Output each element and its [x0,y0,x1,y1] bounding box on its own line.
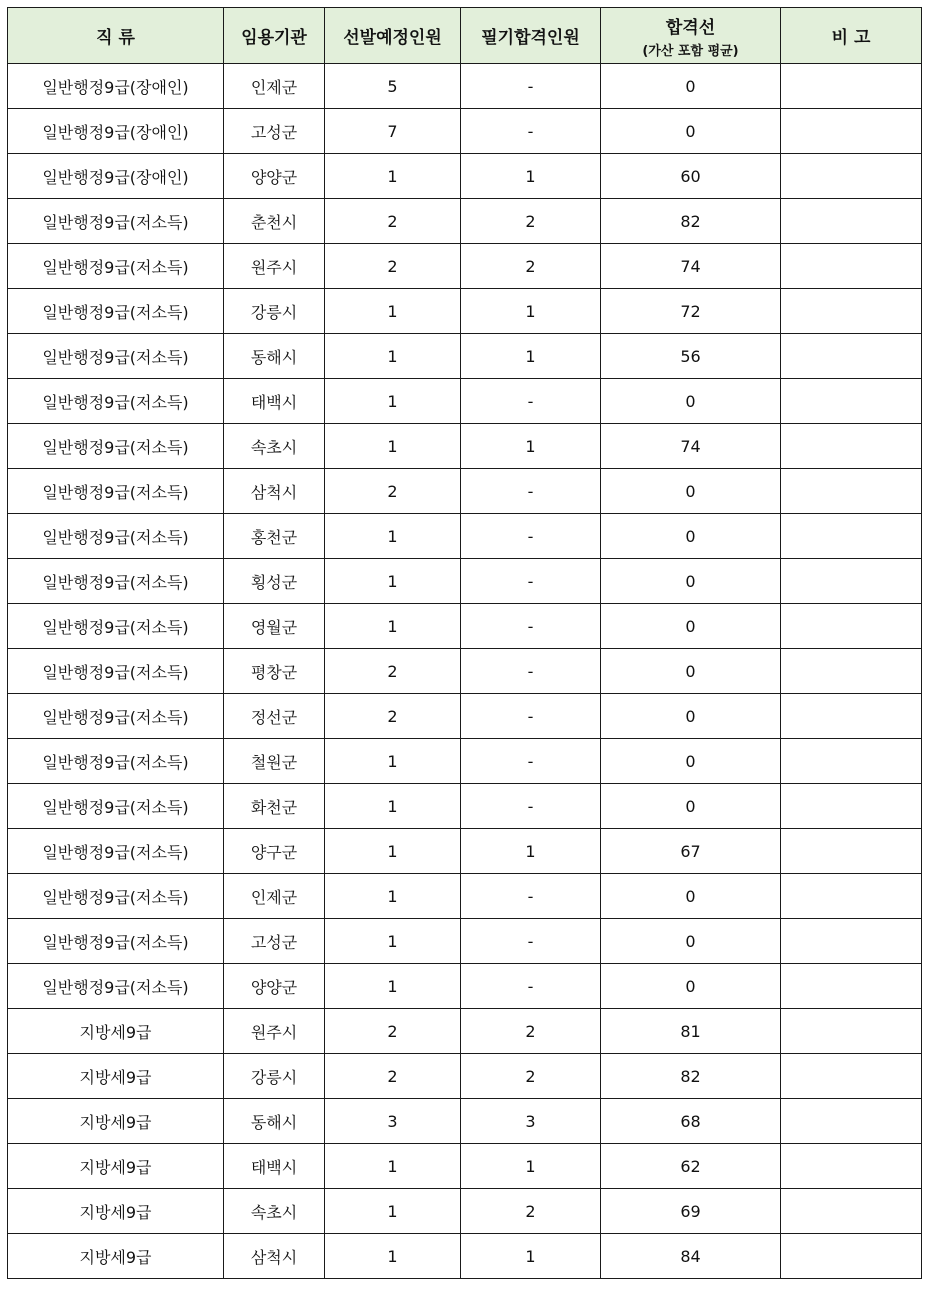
cell-cutoff: 60 [601,154,781,199]
cell-agency: 고성군 [224,109,325,154]
cell-agency: 양양군 [224,154,325,199]
cell-note [781,1234,922,1279]
cell-note [781,739,922,784]
table-row [8,919,922,964]
cell-job: 일반행정9급(저소득) [8,829,224,874]
cell-cutoff: 81 [601,1009,781,1054]
cell-note [781,379,922,424]
cell-note [781,64,922,109]
cell-cutoff: 82 [601,199,781,244]
table-row [8,64,922,109]
cell-job: 일반행정9급(저소득) [8,739,224,784]
cell-job: 지방세9급 [8,1189,224,1234]
header-row [8,8,922,64]
cell-note [781,1144,922,1189]
cell-passed: - [461,649,601,694]
cell-planned: 1 [325,559,461,604]
cell-planned: 1 [325,1144,461,1189]
cell-planned: 3 [325,1099,461,1144]
cell-cutoff: 0 [601,109,781,154]
cell-planned: 7 [325,109,461,154]
cell-note [781,109,922,154]
cell-passed: - [461,514,601,559]
table-row [8,379,922,424]
cell-planned: 2 [325,469,461,514]
cell-job: 일반행정9급(장애인) [8,154,224,199]
table-row [8,559,922,604]
cell-planned: 1 [325,514,461,559]
table-header [8,8,922,64]
cell-job: 일반행정9급(저소득) [8,514,224,559]
cell-agency: 태백시 [224,1144,325,1189]
table-row [8,109,922,154]
cell-note [781,829,922,874]
table-row [8,469,922,514]
cell-planned: 1 [325,154,461,199]
cell-note [781,1054,922,1099]
cell-passed: - [461,919,601,964]
cell-agency: 동해시 [224,1099,325,1144]
cell-note [781,649,922,694]
cell-cutoff: 0 [601,604,781,649]
cell-cutoff: 0 [601,919,781,964]
cell-job: 일반행정9급(저소득) [8,244,224,289]
cell-cutoff: 56 [601,334,781,379]
cell-passed: 1 [461,334,601,379]
cell-agency: 강릉시 [224,1054,325,1099]
cell-planned: 1 [325,289,461,334]
table-row [8,604,922,649]
header-agency: 임용기관 [224,8,325,64]
cell-cutoff: 0 [601,784,781,829]
table-row [8,1144,922,1189]
cell-cutoff: 72 [601,289,781,334]
cell-job: 지방세9급 [8,1144,224,1189]
table-row [8,289,922,334]
table-row [8,964,922,1009]
cell-agency: 평창군 [224,649,325,694]
cell-planned: 5 [325,64,461,109]
table-row [8,784,922,829]
cell-job: 일반행정9급(저소득) [8,469,224,514]
cell-passed: 1 [461,1234,601,1279]
cell-agency: 춘천시 [224,199,325,244]
cell-job: 일반행정9급(저소득) [8,919,224,964]
cell-job: 일반행정9급(저소득) [8,424,224,469]
cell-planned: 1 [325,964,461,1009]
cell-note [781,874,922,919]
cell-passed: - [461,964,601,1009]
cell-note [781,424,922,469]
cell-note [781,1009,922,1054]
table-row [8,199,922,244]
cell-planned: 1 [325,739,461,784]
cell-planned: 1 [325,784,461,829]
cell-passed: - [461,109,601,154]
cell-cutoff: 67 [601,829,781,874]
table-row [8,1009,922,1054]
header-cutoff-sublabel: (가산 포함 평균) [642,43,739,59]
table-body [8,64,922,1279]
header-job: 직 류 [8,8,224,64]
cell-note [781,694,922,739]
cell-passed: 2 [461,244,601,289]
table-row [8,424,922,469]
cell-cutoff: 0 [601,64,781,109]
cell-note [781,334,922,379]
cell-planned: 1 [325,1189,461,1234]
cell-job: 일반행정9급(장애인) [8,109,224,154]
cell-job: 일반행정9급(저소득) [8,559,224,604]
cell-note [781,199,922,244]
table-row [8,739,922,784]
cell-job: 일반행정9급(저소득) [8,784,224,829]
cell-job: 일반행정9급(저소득) [8,379,224,424]
cell-planned: 2 [325,649,461,694]
cell-passed: 1 [461,154,601,199]
cell-planned: 1 [325,424,461,469]
table-row [8,1234,922,1279]
cell-cutoff: 74 [601,244,781,289]
cell-agency: 영월군 [224,604,325,649]
header-note: 비 고 [781,8,922,64]
cell-agency: 속초시 [224,1189,325,1234]
cell-passed: - [461,739,601,784]
cell-job: 일반행정9급(저소득) [8,604,224,649]
header-cutoff [601,8,781,64]
table-row [8,694,922,739]
cell-passed: - [461,469,601,514]
table-row [8,1189,922,1234]
header-planned: 선발예정인원 [325,8,461,64]
cell-planned: 1 [325,334,461,379]
cell-note [781,1189,922,1234]
cell-passed: - [461,604,601,649]
cell-passed: - [461,694,601,739]
cell-note [781,964,922,1009]
cell-note [781,559,922,604]
cell-job: 일반행정9급(저소득) [8,649,224,694]
cell-agency: 양구군 [224,829,325,874]
cell-cutoff: 62 [601,1144,781,1189]
cell-job: 일반행정9급(저소득) [8,964,224,1009]
cell-agency: 횡성군 [224,559,325,604]
cell-planned: 1 [325,1234,461,1279]
cell-agency: 고성군 [224,919,325,964]
cell-job: 일반행정9급(저소득) [8,874,224,919]
cell-cutoff: 84 [601,1234,781,1279]
header-passed: 필기합격인원 [461,8,601,64]
cell-passed: - [461,874,601,919]
cell-cutoff: 0 [601,694,781,739]
cell-agency: 정선군 [224,694,325,739]
cell-agency: 원주시 [224,244,325,289]
cell-cutoff: 82 [601,1054,781,1099]
cell-passed: - [461,559,601,604]
cell-planned: 2 [325,244,461,289]
table-row [8,154,922,199]
cell-job: 지방세9급 [8,1234,224,1279]
cell-planned: 2 [325,1009,461,1054]
cell-agency: 삼척시 [224,1234,325,1279]
header-cutoff-label: 합격선 [665,17,716,38]
cell-note [781,919,922,964]
cell-agency: 강릉시 [224,289,325,334]
cell-passed: 2 [461,1189,601,1234]
cell-note [781,469,922,514]
cell-agency: 철원군 [224,739,325,784]
cell-passed: 1 [461,424,601,469]
cell-cutoff: 69 [601,1189,781,1234]
cell-passed: - [461,379,601,424]
cell-cutoff: 0 [601,559,781,604]
cell-note [781,1099,922,1144]
cell-cutoff: 0 [601,514,781,559]
table-row [8,649,922,694]
table-row [8,1054,922,1099]
cell-planned: 1 [325,604,461,649]
cell-note [781,244,922,289]
cell-planned: 1 [325,874,461,919]
cell-job: 지방세9급 [8,1054,224,1099]
cell-agency: 태백시 [224,379,325,424]
cell-cutoff: 0 [601,964,781,1009]
cell-planned: 1 [325,919,461,964]
cell-job: 일반행정9급(저소득) [8,199,224,244]
cell-cutoff: 0 [601,649,781,694]
cell-cutoff: 0 [601,739,781,784]
cell-passed: - [461,784,601,829]
cell-agency: 원주시 [224,1009,325,1054]
table-row [8,874,922,919]
cell-cutoff: 74 [601,424,781,469]
cell-passed: 1 [461,289,601,334]
cell-cutoff: 0 [601,874,781,919]
cell-agency: 인제군 [224,874,325,919]
table-row [8,514,922,559]
cell-passed: 2 [461,1009,601,1054]
cell-planned: 2 [325,199,461,244]
table-row [8,244,922,289]
cell-passed: 2 [461,1054,601,1099]
cell-job: 일반행정9급(저소득) [8,334,224,379]
cell-agency: 홍천군 [224,514,325,559]
cell-agency: 동해시 [224,334,325,379]
table-row [8,1099,922,1144]
results-table [7,7,922,1279]
cell-cutoff: 0 [601,469,781,514]
cell-job: 일반행정9급(저소득) [8,289,224,334]
cell-job: 지방세9급 [8,1099,224,1144]
cell-job: 일반행정9급(저소득) [8,694,224,739]
cell-cutoff: 0 [601,379,781,424]
cell-job: 일반행정9급(장애인) [8,64,224,109]
cell-note [781,514,922,559]
cell-agency: 삼척시 [224,469,325,514]
cell-planned: 2 [325,694,461,739]
cell-agency: 인제군 [224,64,325,109]
cell-note [781,289,922,334]
cell-agency: 속초시 [224,424,325,469]
cell-passed: 1 [461,829,601,874]
cell-planned: 1 [325,829,461,874]
cell-planned: 1 [325,379,461,424]
table-row [8,829,922,874]
cell-note [781,604,922,649]
cell-passed: - [461,64,601,109]
cell-note [781,784,922,829]
cell-passed: 2 [461,199,601,244]
cell-job: 지방세9급 [8,1009,224,1054]
cell-passed: 1 [461,1144,601,1189]
table-row [8,334,922,379]
cell-agency: 양양군 [224,964,325,1009]
cell-note [781,154,922,199]
cell-cutoff: 68 [601,1099,781,1144]
cell-passed: 3 [461,1099,601,1144]
cell-agency: 화천군 [224,784,325,829]
cell-planned: 2 [325,1054,461,1099]
